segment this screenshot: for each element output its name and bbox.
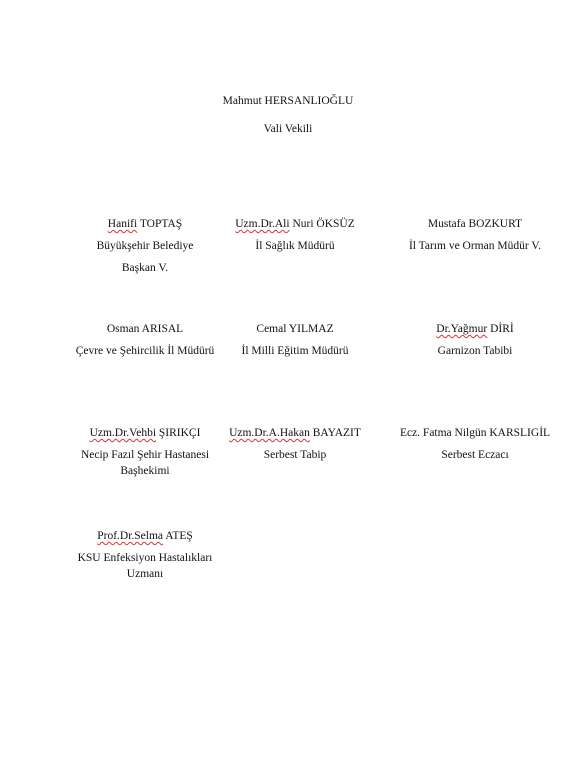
member-name bbox=[385, 424, 565, 442]
member-title-line1: Garnizon Tabibi bbox=[437, 345, 513, 357]
name-rest: Osman ARISAL bbox=[106, 323, 184, 335]
member-title-line1: Necip Fazıl Şehir Hastanesi bbox=[80, 449, 210, 461]
name-rest: Nuri ÖKSÜZ bbox=[289, 218, 355, 230]
signature-block bbox=[55, 527, 235, 581]
member-name bbox=[395, 215, 555, 233]
member-title-line2: Başhekimi bbox=[120, 465, 170, 477]
signature-block bbox=[385, 424, 565, 464]
member-title-line1: İl Tarım ve Orman Müdür V. bbox=[408, 240, 542, 252]
member-name bbox=[65, 215, 225, 233]
name-rest: Cemal YILMAZ bbox=[256, 323, 334, 335]
name-rest: Ecz. Fatma Nilgün KARSLIGİL bbox=[399, 427, 551, 439]
signature-block bbox=[215, 320, 375, 360]
signature-block bbox=[65, 215, 225, 277]
member-name bbox=[55, 527, 235, 545]
member-title-line1: Büyükşehir Belediye bbox=[96, 240, 194, 252]
name-rest: TOPTAŞ bbox=[137, 218, 183, 230]
signature-block bbox=[395, 215, 555, 255]
member-name bbox=[57, 320, 233, 338]
name-rest: ŞIRIKÇI bbox=[156, 427, 201, 439]
member-name bbox=[205, 215, 385, 233]
member-title-line1: Serbest Eczacı bbox=[441, 449, 509, 461]
member-title-line1: Serbest Tabip bbox=[263, 449, 327, 461]
name-marked: Hanifi bbox=[107, 218, 138, 230]
head-name: Mahmut HERSANLIOĞLU bbox=[222, 95, 354, 107]
member-title-line1: İl Milli Eğitim Müdürü bbox=[241, 345, 349, 357]
name-marked: Uzm.Dr.A.Hakan bbox=[229, 427, 310, 439]
name-rest: BAYAZIT bbox=[309, 427, 361, 439]
member-title-line1: KSU Enfeksiyon Hastalıkları bbox=[77, 552, 213, 564]
name-rest: DİRİ bbox=[487, 323, 514, 335]
signature-block bbox=[57, 320, 233, 360]
member-name bbox=[212, 424, 378, 442]
signature-block bbox=[205, 215, 385, 255]
member-name bbox=[395, 320, 555, 338]
signature-block bbox=[395, 320, 555, 360]
name-rest: ATEŞ bbox=[163, 530, 193, 542]
head-title: Vali Vekili bbox=[263, 123, 313, 135]
signature-block bbox=[212, 424, 378, 464]
name-marked: Prof.Dr.Selma bbox=[97, 530, 164, 542]
name-rest: Mustafa BOZKURT bbox=[427, 218, 523, 230]
name-marked: Dr.Yağmur bbox=[436, 323, 488, 335]
member-title-line2: Uzmanı bbox=[126, 568, 164, 580]
member-name bbox=[55, 424, 235, 442]
member-name bbox=[215, 320, 375, 338]
member-title-line1: İl Sağlık Müdürü bbox=[255, 240, 335, 252]
name-marked: Uzm.Dr.Ali bbox=[235, 218, 290, 230]
head-signature-block bbox=[188, 92, 388, 138]
member-title-line2: Başkan V. bbox=[121, 262, 169, 274]
signature-block bbox=[55, 424, 235, 478]
name-marked: Uzm.Dr.Vehbi bbox=[89, 427, 157, 439]
member-title-line1: Çevre ve Şehircilik İl Müdürü bbox=[75, 345, 215, 357]
